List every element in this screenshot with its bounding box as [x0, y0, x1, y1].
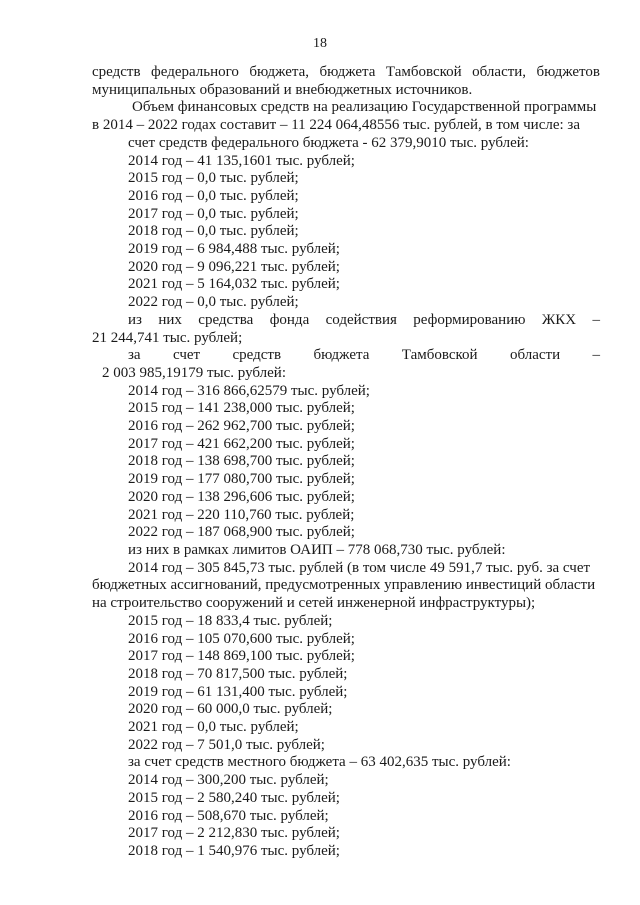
oaip-line3: на строительство сооружений и сетей инженерной инфраструктуры);: [92, 595, 536, 612]
year-item: 2022 год – 187 068,900 тыс. рублей;: [128, 524, 355, 541]
year-item: 2019 год – 177 080,700 тыс. рублей;: [128, 471, 355, 488]
oaip-years-list: [92, 613, 600, 755]
year-item: 2022 год – 7 501,0 тыс. рублей;: [128, 736, 325, 753]
year-item: 2021 год – 220 110,760 тыс. рублей;: [128, 506, 355, 523]
year-item: 2017 год – 148 869,100 тыс. рублей;: [128, 648, 355, 665]
year-item: 2016 год – 508,670 тыс. рублей;: [128, 807, 329, 824]
document-body: [92, 64, 600, 861]
para2-line1: Объем финансовых средств на реализацию Государственной программы: [132, 99, 597, 116]
year-item: 2016 год – 0,0 тыс. рублей;: [128, 187, 299, 204]
year-item: 2019 год – 61 131,400 тыс. рублей;: [128, 683, 348, 700]
oaip-heading: из них в рамках лимитов ОАИП – 778 068,730 тыс. рублей:: [128, 541, 506, 558]
year-item: 2022 год – 0,0 тыс. рублей;: [128, 294, 299, 311]
year-item: 2015 год – 18 833,4 тыс. рублей;: [128, 612, 333, 629]
regional-years-list: [92, 383, 600, 542]
fund-line1: из них средства фонда содействия реформированию ЖКХ –: [128, 311, 600, 328]
year-item: 2021 год – 5 164,032 тыс. рублей;: [128, 276, 340, 293]
year-item: 2016 год – 105 070,600 тыс. рублей;: [128, 630, 355, 647]
year-item: 2020 год – 60 000,0 тыс. рублей;: [128, 701, 333, 718]
oaip-line1: 2014 год – 305 845,73 тыс. рублей (в том числе 49 591,7 тыс. руб. за счет: [128, 559, 591, 576]
federal-years-list: [92, 153, 600, 312]
year-item: 2021 год – 0,0 тыс. рублей;: [128, 719, 299, 736]
year-item: 2019 год – 6 984,488 тыс. рублей;: [128, 241, 340, 258]
year-item: 2017 год – 421 662,200 тыс. рублей;: [128, 435, 355, 452]
year-item: 2020 год – 9 096,221 тыс. рублей;: [128, 258, 340, 275]
year-item: 2017 год – 0,0 тыс. рублей;: [128, 205, 299, 222]
year-item: 2015 год – 141 238,000 тыс. рублей;: [128, 400, 355, 417]
fund-line2: 21 244,741 тыс. рублей;: [92, 329, 243, 346]
regional-line2: 2 003 985,19179 тыс. рублей:: [102, 364, 286, 381]
year-item: 2014 год – 300,200 тыс. рублей;: [128, 772, 329, 789]
page-number: 18: [313, 36, 327, 51]
year-item: 2018 год – 0,0 тыс. рублей;: [128, 223, 299, 240]
year-item: 2015 год – 2 580,240 тыс. рублей;: [128, 789, 340, 806]
year-item: 2016 год – 262 962,700 тыс. рублей;: [128, 418, 355, 435]
oaip-line2: бюджетных ассигнований, предусмотренных управлению инвестиций области: [92, 577, 596, 594]
local-years-list: [92, 772, 600, 861]
year-item: 2020 год – 138 296,606 тыс. рублей;: [128, 488, 355, 505]
year-item: 2014 год – 41 135,1601 тыс. рублей;: [128, 152, 355, 169]
para1-line1: средств федерального бюджета, бюджета Тамбовской области, бюджетов: [92, 64, 600, 80]
year-item: 2015 год – 0,0 тыс. рублей;: [128, 170, 299, 187]
year-item: 2018 год – 138 698,700 тыс. рублей;: [128, 453, 355, 470]
local-heading: за счет средств местного бюджета – 63 402,635 тыс. рублей:: [128, 754, 511, 771]
year-item: 2018 год – 70 817,500 тыс. рублей;: [128, 665, 348, 682]
year-item: 2018 год – 1 540,976 тыс. рублей;: [128, 842, 340, 859]
year-item: 2017 год – 2 212,830 тыс. рублей;: [128, 825, 340, 842]
para2-line3: счет средств федерального бюджета - 62 379,9010 тыс. рублей:: [128, 134, 529, 151]
regional-line1: за счет средств бюджета Тамбовской области –: [128, 347, 600, 364]
para2-line2: в 2014 – 2022 годах составит – 11 224 064,48556 тыс. рублей, в том числе: за: [92, 117, 581, 134]
year-item: 2014 год – 316 866,62579 тыс. рублей;: [128, 382, 370, 399]
para1-line2: муниципальных образований и внебюджетных источников.: [92, 81, 473, 98]
